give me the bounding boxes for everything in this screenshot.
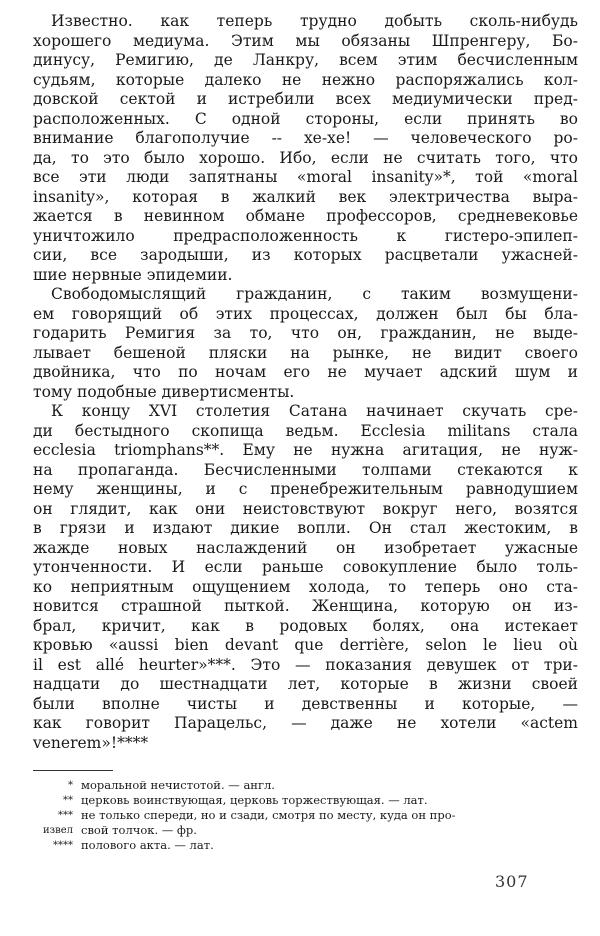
footnote-text: моральной нечистотой. — англ. [81,778,275,792]
text-line: расположенных. С одной стороны, если принять во [33,109,578,128]
text-line: брал, кричит, как в родовых болях, она истекает [33,616,578,635]
paragraph [33,402,578,753]
text-line: ecclesia triomphans**. Ему не нужна агитация, не нуж- [33,441,578,459]
text-line: на пропаганда. Бесчисленными толпами стекаются к [33,460,578,479]
text-line: нему женщины, и с пренебрежительным равнодушием [33,480,578,498]
footnote [33,808,573,823]
text-line: были вполне чисты и девственны и которые, — [33,694,578,713]
text-line: двойника, что по ночам его не мучает адский шум и [33,363,578,381]
text-line: ди бестыдного скопища ведьм. Ecclesia militans стала [33,421,578,440]
footnote-text: церковь воинствующая, церковь торжествующая. — лат. [81,793,428,807]
text-line: да, то это было хорошо. Ибо, если не считать того, что [33,148,578,167]
text-line: довской сектой и истребили всех медиумически пред- [33,90,578,108]
footnote [33,778,573,793]
text-line: новится страшной пыткой. Женщина, которую он из- [33,597,578,615]
footnote-divider [33,770,113,771]
text-line: insanity», которая в жалкий век электричества выра- [33,187,578,206]
footnote [33,823,573,838]
text-line: Известно. как теперь трудно добыть сколь-нибудь [51,12,578,30]
text-line: как говорит Парацельс, — даже не хотели «actem [33,714,578,732]
footnote-mark: *** [58,810,73,821]
paragraph [33,12,578,285]
footnote [33,838,573,853]
footnote [33,793,573,808]
text-line: тому подобные дивертисменты. [33,382,295,401]
text-line: все эти люди запятнаны «moral insanity»*, той «moral [33,168,578,186]
text-line: venerem»!**** [33,733,149,752]
footnote-text: не только спереди, но и сзади, смотря по месту, куда он про- [81,808,456,822]
body-text [33,12,578,753]
footnote-text: полового акта. — лат. [81,838,214,852]
text-line: лывает бешеной пляски на рынке, не видит своего [33,343,578,362]
footnote-mark: ** [63,795,73,806]
text-line: К концу XVI столетия Сатана начинает скучать сре- [51,402,578,420]
page-number: 307 [495,872,529,891]
text-line: хорошего медиума. Этим мы обязаны Шпренгеру, Бо- [33,31,578,50]
text-line: утонченности. И если раньше совокупление было толь- [33,558,578,576]
text-line: внимание благополучие -- хе-хе! — человеческого ро- [33,129,578,147]
paragraph [33,285,578,402]
text-line: уничтожило предрасположенность к гистеро-эпилеп- [33,226,578,245]
text-line: жается в невинном обмане профессоров, средневековье [33,207,578,225]
text-line: il est allé heurter»***. Это — показания девушек от три- [33,655,578,674]
text-line: ем говорящий об этих процессах, должен был бы бла- [33,304,578,323]
footnote-mark: извел [42,825,73,836]
text-line: динусу, Ремигию, де Ланкру, всем этим бесчисленным [33,51,578,69]
text-line: судьям, которые далеко не нежно распоряжались кол- [33,70,578,89]
text-line: Свободомыслящий гражданин, с таким возмущени- [51,285,578,303]
text-line: в грязи и издают дикие вопли. Он стал жестоким, в [33,519,578,537]
text-line: годарить Ремигия за то, что он, гражданин, не выде- [33,324,578,342]
text-line: шие нервные эпидемии. [33,265,233,284]
text-line: кровью «aussi bien devant que derrière, selon le lieu où [33,636,578,654]
text-line: жажде новых наслаждений он изобретает ужасные [33,538,578,557]
footnote-mark: * [68,780,73,791]
text-line: он глядит, как они неистовствуют вокруг него, возятся [33,499,578,518]
text-line: сии, все зародыши, из которых расцветали ужасней- [33,246,578,264]
footnote-text: свой толчок. — фр. [81,823,197,837]
text-line: ко неприятным ощущением холода, то теперь оно ста- [33,577,578,596]
footnote-mark: **** [53,840,73,851]
text-line: надцати до шестнадцати лет, которые в жизни своей [33,675,578,693]
footnotes [33,778,573,853]
